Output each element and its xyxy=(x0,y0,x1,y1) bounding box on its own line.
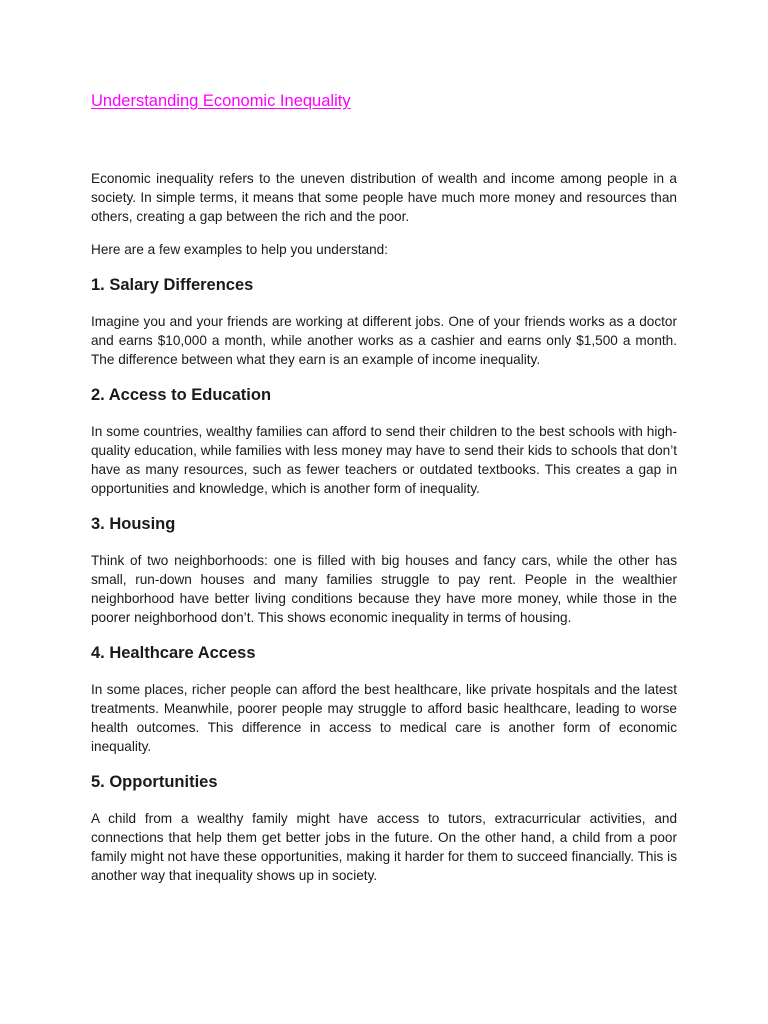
section-body: Imagine you and your friends are working at different jobs. One of your friends works as a doctor and earns $10,000 a month, while another works as a cashier and earns only $1,500 a month. The difference between what they earn is an example of income inequality. xyxy=(91,314,677,367)
section-heading: 2. Access to Education xyxy=(91,386,272,404)
section-access-to-education xyxy=(91,385,677,498)
section-housing xyxy=(91,514,677,627)
document-content xyxy=(91,169,677,885)
section-heading: 4. Healthcare Access xyxy=(91,644,256,662)
section-healthcare-access xyxy=(91,643,677,756)
section-body: Think of two neighborhoods: one is filled with big houses and fancy cars, while the other has small, run-down houses and many families struggle to pay rent. People in the wealthier neighborhood have better living conditions because they have more money, while those in the poorer neighborhood don’t. This shows economic inequality in terms of housing. xyxy=(91,553,677,625)
lead-paragraph: Here are a few examples to help you understand: xyxy=(91,242,388,257)
section-body: In some places, richer people can afford the best healthcare, like private hospitals and the latest treatments. Meanwhile, poorer people may struggle to afford basic healthcare, leading to worse health outcomes. This difference in access to medical care is another form of economic inequality. xyxy=(91,682,677,754)
section-heading: 3. Housing xyxy=(91,515,176,533)
document-title: Understanding Economic Inequality xyxy=(91,92,351,110)
section-salary-differences xyxy=(91,275,677,369)
section-body: In some countries, wealthy families can afford to send their children to the best schools with high-quality education, while families with less money may have to send their kids to schools that don’t have as many resources, such as fewer teachers or outdated textbooks. This creates a gap in opportunities and knowledge, which is another form of inequality. xyxy=(91,424,677,496)
section-heading: 5. Opportunities xyxy=(91,773,218,791)
section-body: A child from a wealthy family might have access to tutors, extracurricular activities, and connections that help them get better jobs in the future. On the other hand, a child from a poor family might not have these opportunities, making it harder for them to succeed financially. This is another way that inequality shows up in society. xyxy=(91,811,677,883)
section-heading: 1. Salary Differences xyxy=(91,276,254,294)
section-opportunities xyxy=(91,772,677,885)
intro-paragraph: Economic inequality refers to the uneven distribution of wealth and income among people in a society. In simple terms, it means that some people have much more money and resources than others, creating a gap between the rich and the poor. xyxy=(91,171,677,224)
